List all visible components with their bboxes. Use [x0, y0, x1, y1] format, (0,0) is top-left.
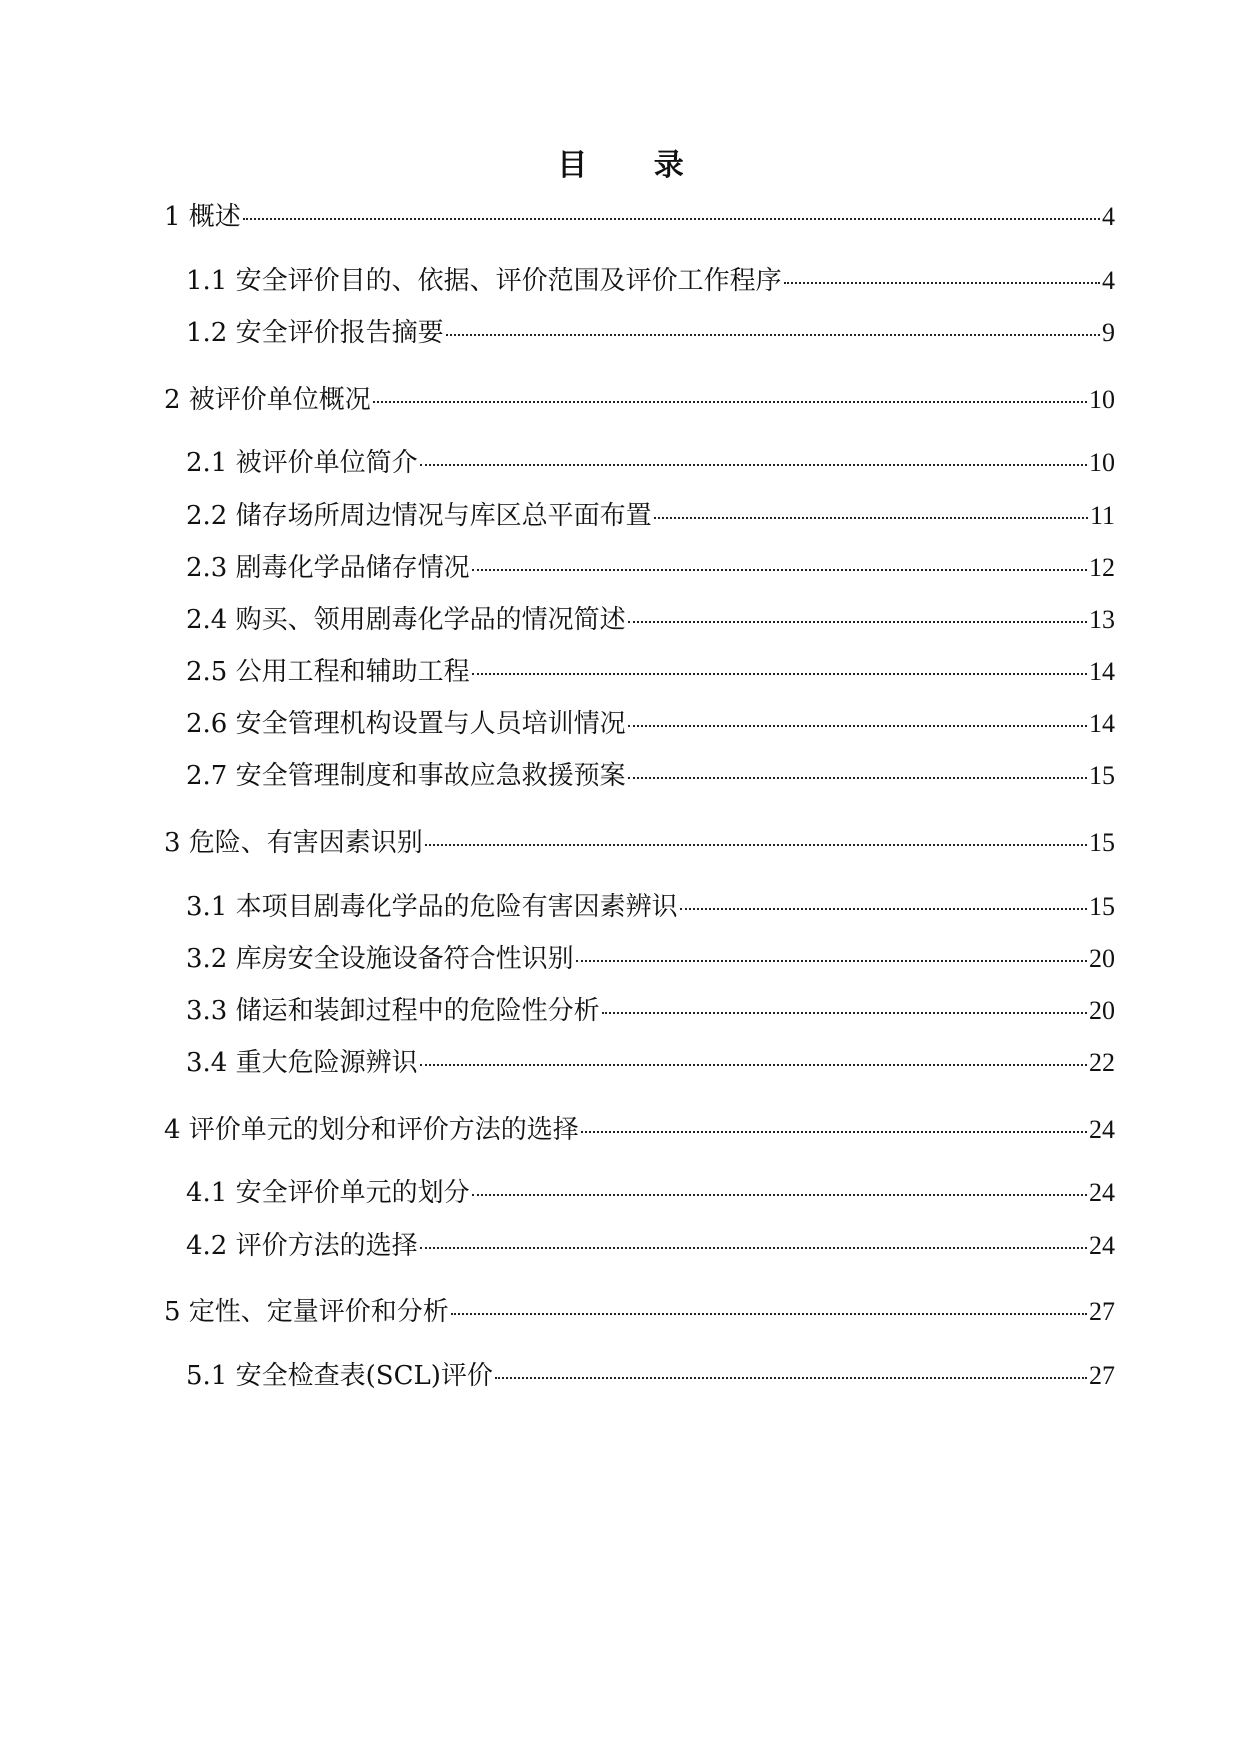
- dot-leader: [472, 569, 1087, 571]
- toc-entry-chapter[interactable]: [164, 197, 1115, 237]
- dot-leader: [628, 725, 1087, 727]
- dot-leader: [472, 673, 1087, 675]
- toc-entry-page: 24: [1089, 1178, 1115, 1207]
- toc-entry-page: 27: [1089, 1361, 1115, 1390]
- toc-entry-label: 2 被评价单位概况: [164, 385, 371, 415]
- dot-leader: [420, 464, 1087, 466]
- toc-entry-label: 3.3 储运和装卸过程中的危险性分析: [186, 996, 600, 1026]
- toc-entry-label: 1.2 安全评价报告摘要: [186, 318, 444, 348]
- toc-entry-section[interactable]: [186, 991, 1115, 1031]
- dot-leader: [446, 334, 1100, 336]
- toc-entry-label: 1.1 安全评价目的、依据、评价范围及评价工作程序: [186, 266, 782, 296]
- toc-entry-page: 15: [1089, 761, 1115, 790]
- toc-entry-section[interactable]: [186, 887, 1115, 927]
- toc-entry-label: 4.1 安全评价单元的划分: [186, 1178, 470, 1208]
- dot-leader: [420, 1247, 1087, 1249]
- toc-entry-page: 4: [1102, 266, 1115, 295]
- dot-leader: [784, 282, 1100, 284]
- toc-entry-label: 4 评价单元的划分和评价方法的选择: [164, 1115, 579, 1145]
- toc-entry-page: 15: [1089, 892, 1115, 921]
- toc-entry-page: 10: [1089, 448, 1115, 477]
- toc-entry-page: 27: [1089, 1297, 1115, 1326]
- dot-leader: [581, 1131, 1087, 1133]
- dot-leader: [425, 844, 1087, 846]
- toc-entry-label: 3 危险、有害因素识别: [164, 828, 423, 858]
- toc-entry-section[interactable]: [186, 652, 1115, 692]
- dot-leader: [243, 218, 1100, 220]
- toc-entry-label: 5 定性、定量评价和分析: [164, 1297, 449, 1327]
- dot-leader: [628, 621, 1087, 623]
- toc-entry-label: 3.4 重大危险源辨识: [186, 1048, 418, 1078]
- toc-entry-label: 2.4 购买、领用剧毒化学品的情况简述: [186, 605, 626, 635]
- toc-entry-page: 9: [1102, 318, 1115, 347]
- toc-entry-label: 3.2 库房安全设施设备符合性识别: [186, 944, 574, 974]
- toc-entry-section[interactable]: [186, 756, 1115, 796]
- toc-entry-page: 22: [1089, 1048, 1115, 1077]
- toc-entry-section[interactable]: [186, 443, 1115, 483]
- toc-entry-page: 10: [1089, 385, 1115, 414]
- toc-entry-section[interactable]: [186, 1043, 1115, 1083]
- toc-entry-page: 11: [1089, 501, 1115, 530]
- toc-entry-page: 12: [1089, 553, 1115, 582]
- toc-entry-section[interactable]: [186, 1356, 1115, 1396]
- toc-title: 目 录: [557, 148, 712, 183]
- dot-leader: [654, 517, 1088, 519]
- toc-entry-page: 13: [1089, 605, 1115, 634]
- toc-entry-label: 2.3 剧毒化学品储存情况: [186, 553, 470, 583]
- toc-entry-section[interactable]: [186, 548, 1115, 588]
- dot-leader: [628, 777, 1087, 779]
- toc-entry-label: 3.1 本项目剧毒化学品的危险有害因素辨识: [186, 892, 678, 922]
- toc-entry-chapter[interactable]: [164, 1292, 1115, 1332]
- dot-leader: [420, 1064, 1087, 1066]
- dot-leader: [472, 1194, 1087, 1196]
- toc-entry-section[interactable]: [186, 1173, 1115, 1213]
- dot-leader: [451, 1313, 1087, 1315]
- toc-entry-label: 1 概述: [164, 202, 241, 232]
- toc-entry-section[interactable]: [186, 261, 1115, 301]
- toc-entry-section[interactable]: [186, 1226, 1115, 1266]
- toc-entry-label: 2.7 安全管理制度和事故应急救援预案: [186, 761, 626, 791]
- toc-entry-section[interactable]: [186, 496, 1115, 536]
- toc-entry-chapter[interactable]: [164, 380, 1115, 420]
- toc-entry-section[interactable]: [186, 600, 1115, 640]
- dot-leader: [373, 401, 1087, 403]
- toc-entry-page: 20: [1089, 944, 1115, 973]
- toc-entry-page: 14: [1089, 709, 1115, 738]
- toc-entry-section[interactable]: [186, 704, 1115, 744]
- toc-entry-page: 24: [1089, 1115, 1115, 1144]
- toc-entry-label: 4.2 评价方法的选择: [186, 1231, 418, 1261]
- dot-leader: [680, 908, 1087, 910]
- dot-leader: [495, 1377, 1087, 1379]
- toc-entry-label: 5.1 安全检查表(SCL)评价: [186, 1361, 493, 1391]
- toc-entry-chapter[interactable]: [164, 1110, 1115, 1150]
- toc-entry-label: 2.1 被评价单位简介: [186, 448, 418, 478]
- toc-entry-label: 2.2 储存场所周边情况与库区总平面布置: [186, 501, 652, 531]
- toc-entry-section[interactable]: [186, 313, 1115, 353]
- toc-entry-page: 14: [1089, 657, 1115, 686]
- dot-leader: [602, 1012, 1087, 1014]
- toc-entry-label: 2.6 安全管理机构设置与人员培训情况: [186, 709, 626, 739]
- toc-entry-section[interactable]: [186, 939, 1115, 979]
- toc-entry-label: 2.5 公用工程和辅助工程: [186, 657, 470, 687]
- toc-entry-page: 4: [1102, 202, 1115, 231]
- toc-entry-page: 20: [1089, 996, 1115, 1025]
- toc-entry-chapter[interactable]: [164, 823, 1115, 863]
- dot-leader: [576, 960, 1087, 962]
- toc-entry-page: 24: [1089, 1231, 1115, 1260]
- toc-entry-page: 15: [1089, 828, 1115, 857]
